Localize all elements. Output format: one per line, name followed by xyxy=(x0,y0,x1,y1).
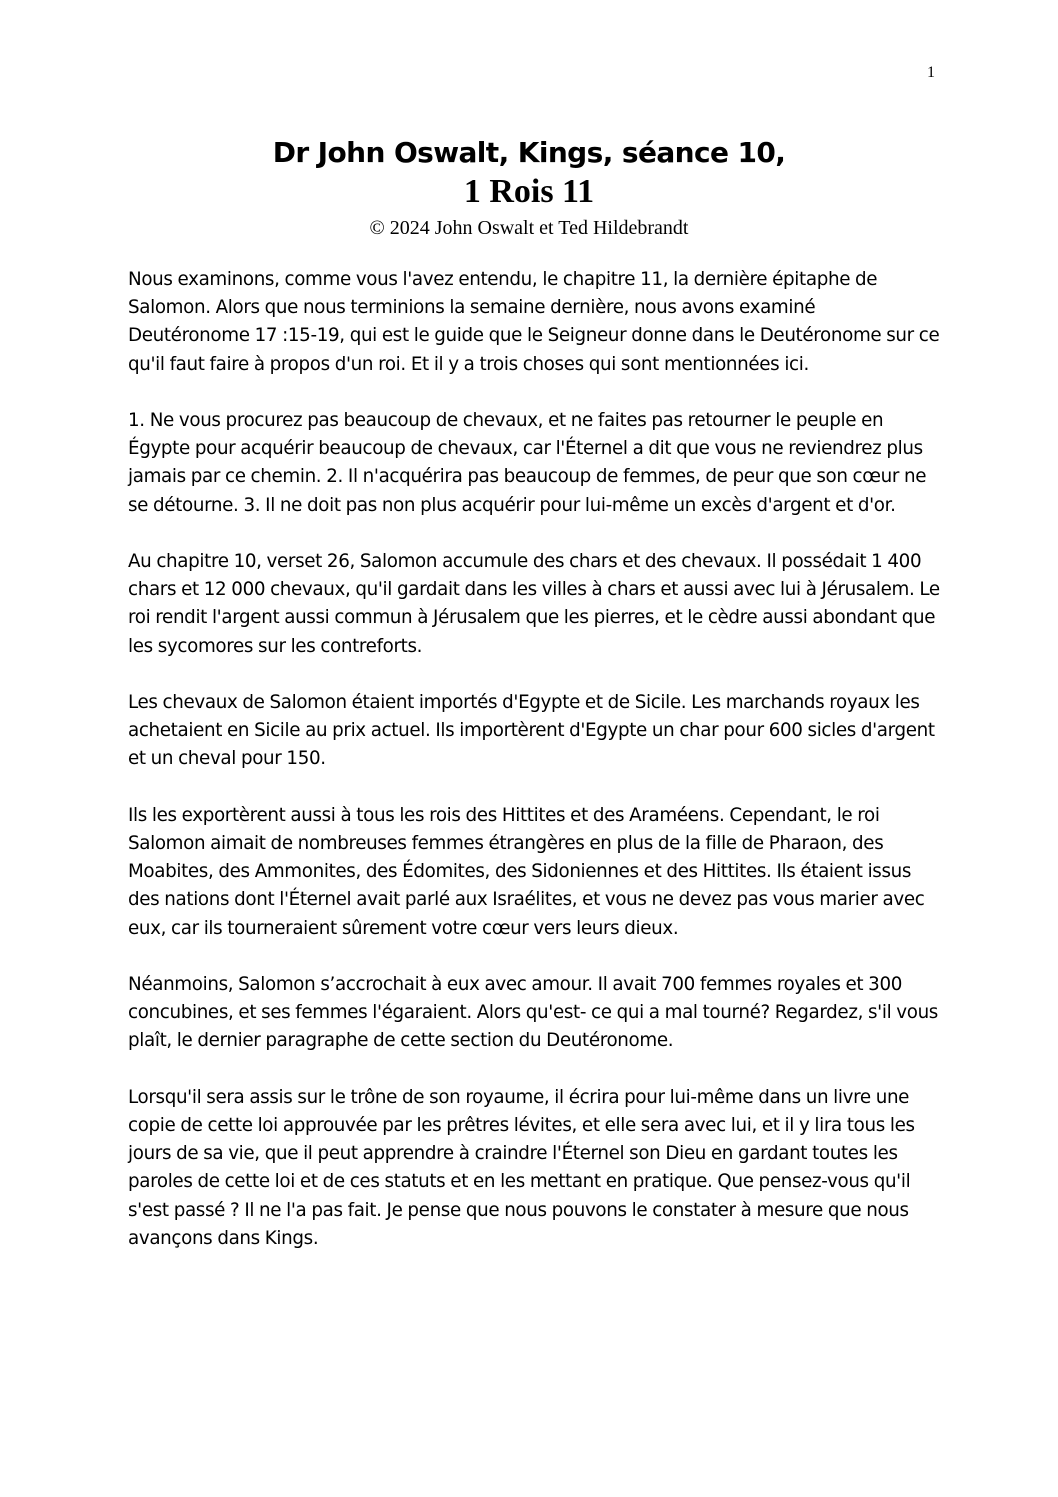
document-subtitle: 1 Rois 11 xyxy=(463,173,595,210)
paragraph: Ils les exportèrent aussi à tous les rois des Hittites et des Araméens. Cependant, le roi Salomon aimait de nombreuses femmes étrangères en plus de la fille de Pharaon, des Moabites, des Ammonites, des Édomites, des Sidoniennes et des Hittites. Ils étaient issus des nations dont l'Éternel avait parlé aux Israélites, et vous ne devez pas vous marier avec eux, car ils tourneraient sûrement votre cœur vers leurs dieux. xyxy=(128,804,925,939)
document-title: Dr John Oswalt, Kings, séance 10, xyxy=(272,136,786,169)
copyright-notice: © 2024 John Oswalt et Ted Hildebrandt xyxy=(369,217,689,239)
paragraph: Les chevaux de Salomon étaient importés d'Egypte et de Sicile. Les marchands royaux les achetaient en Sicile au prix actuel. Ils importèrent d'Egypte un char pour 600 sicles d'argent et un cheval pour 150. xyxy=(128,692,935,770)
document-body xyxy=(128,266,940,1281)
paragraph: Nous examinons, comme vous l'avez entendu, le chapitre 11, la dernière épitaphe de Salomon. Alors que nous terminions la semaine dernière, nous avons examiné Deutéronome 17 :15-19, qui est le guide que le Seigneur donne dans le Deutéronome sur ce qu'il faut faire à propos d'un roi. Et il y a trois choses qui sont mentionnées ici. xyxy=(128,269,940,375)
paragraph: Lorsqu'il sera assis sur le trône de son royaume, il écrira pour lui-même dans un livre une copie de cette loi approuvée par les prêtres lévites, et elle sera avec lui, et il y lira tous les jours de sa vie, que il peut apprendre à craindre l'Éternel son Dieu en gardant toutes les paroles de cette loi et de ces statuts et en les mettant en pratique. Que pensez-vous qu'il s'est passé ? Il ne l'a pas fait. Je pense que nous pouvons le constater à mesure que nous avançons dans Kings. xyxy=(128,1086,915,1249)
paragraph: Néanmoins, Salomon s’accrochait à eux avec amour. Il avait 700 femmes royales et 300 concubines, et ses femmes l'égaraient. Alors qu'est- ce qui a mal tourné? Regardez, s'il vous plaît, le dernier paragraphe de cette section du Deutéronome. xyxy=(128,974,938,1052)
paragraph: Au chapitre 10, verset 26, Salomon accumule des chars et des chevaux. Il possédait 1 400 chars et 12 000 chevaux, qu'il gardait dans les villes à chars et aussi avec lui à Jérusalem. Le roi rendit l'argent aussi commun à Jérusalem que les pierres, et le cèdre aussi abondant que les sycomores sur les contreforts. xyxy=(128,551,940,657)
paragraph: 1. Ne vous procurez pas beaucoup de chevaux, et ne faites pas retourner le peuple en Égypte pour acquérir beaucoup de chevaux, car l'Éternel a dit que vous ne reviendrez plus jamais par ce chemin. 2. Il n'acquérira pas beaucoup de femmes, de peur que son cœur ne se détourne. 3. Il ne doit pas non plus acquérir pour lui-même un excès d'argent et d'or. xyxy=(128,410,927,516)
page-number: 1 xyxy=(927,64,935,81)
